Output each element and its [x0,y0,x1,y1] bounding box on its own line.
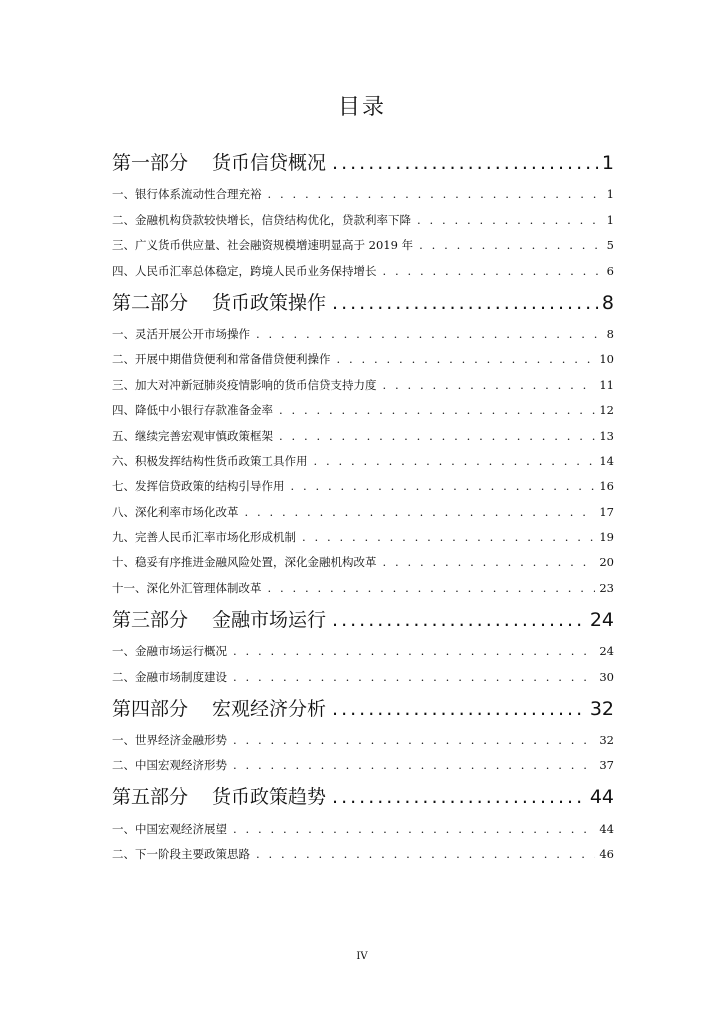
toc-section-label: 二、金融市场制度建设 [112,669,227,684]
toc-page-number: 24 [589,608,614,631]
toc-section[interactable] [112,345,614,370]
toc-page-number: 6 [606,263,614,278]
toc-page-number: 17 [599,504,614,519]
dot-leader [268,186,603,202]
toc-section[interactable] [112,421,614,446]
toc-section[interactable] [112,840,614,865]
toc-section[interactable] [112,497,614,522]
toc-section-label: 四、人民币汇率总体稳定，跨境人民币业务保持增长 [112,263,377,278]
toc-part-number: 第二部分 [112,291,189,314]
dot-leader [332,150,598,176]
dot-leader [233,643,595,659]
toc-part-number: 第五部分 [112,786,189,809]
toc-page-number: 5 [606,238,614,253]
toc-page-number: 24 [599,644,614,659]
dot-leader [256,326,603,342]
dot-leader [279,428,595,444]
toc-page-number: 32 [589,697,614,720]
toc-part-label [112,150,326,176]
toc-part-label [112,696,326,722]
toc-section-label: 二、下一阶段主要政策思路 [112,847,250,862]
dot-leader [233,757,595,773]
toc-section-label: 五、继续完善宏观审慎政策框架 [112,428,273,443]
toc-section[interactable] [112,396,614,421]
toc-page-number: 1 [606,212,614,227]
dot-leader [419,237,603,253]
dot-leader [233,821,595,837]
toc-section-label: 十一、深化外汇管理体制改革 [112,580,262,595]
toc-page-number: 37 [599,758,614,773]
toc-section[interactable] [112,447,614,472]
toc-page-number: 44 [599,821,614,836]
toc-part-number: 第三部分 [112,608,189,631]
toc-page-number: 44 [589,786,614,809]
dot-leader [383,263,603,279]
toc-page-number: 10 [599,352,614,367]
dot-leader [332,696,586,722]
dot-leader [332,607,586,633]
toc-part-title: 货币信贷概况 [212,152,327,174]
toc-part-5[interactable] [112,776,614,814]
dot-leader [337,351,596,367]
toc-section[interactable] [112,751,614,776]
dot-leader [291,478,596,494]
toc-section[interactable] [112,256,614,281]
toc-section[interactable] [112,637,614,662]
toc-part-4[interactable] [112,688,614,726]
dot-leader [256,846,595,862]
toc-section[interactable] [112,180,614,205]
toc-part-3[interactable] [112,599,614,637]
toc-part-title: 货币政策操作 [212,291,327,314]
dot-leader [383,377,596,393]
toc-section-label: 九、完善人民币汇率市场化形成机制 [112,530,296,545]
toc-section[interactable] [112,726,614,751]
dot-leader [245,504,596,520]
toc-section-label: 一、世界经济金融形势 [112,733,227,748]
toc-page-number: 13 [599,428,614,443]
toc-page-number: 19 [599,530,614,545]
toc-section[interactable] [112,662,614,687]
toc-part-label [112,290,326,316]
toc-part-number: 第四部分 [112,697,189,720]
toc-section-label: 一、灵活开展公开市场操作 [112,326,250,341]
dot-leader [279,402,595,418]
dot-leader [233,669,595,685]
toc-section-label: 六、积极发挥结构性货币政策工具作用 [112,453,308,468]
toc-page-number: 30 [599,669,614,684]
toc-section-label: 二、金融机构贷款较快增长，信贷结构优化，贷款利率下降 [112,212,411,227]
toc-page-number: 1 [606,187,614,202]
dot-leader [233,732,595,748]
toc-section[interactable] [112,205,614,230]
toc-section[interactable] [112,573,614,598]
table-of-contents [112,142,614,865]
toc-section[interactable] [112,370,614,395]
toc-page-number: 23 [599,580,614,595]
toc-section-label: 三、加大对冲新冠肺炎疫情影响的货币信贷支持力度 [112,377,377,392]
toc-section[interactable] [112,472,614,497]
toc-page-number: 20 [599,555,614,570]
dot-leader [332,784,586,810]
toc-section[interactable] [112,814,614,839]
toc-part-number: 第一部分 [112,152,189,174]
toc-part-title: 货币政策趋势 [212,786,327,809]
toc-section-label: 十、稳妥有序推进金融风险处置，深化金融机构改革 [112,555,377,570]
toc-section-label: 一、银行体系流动性合理充裕 [112,187,262,202]
toc-section[interactable] [112,320,614,345]
toc-section-label: 二、开展中期借贷便利和常备借贷便利操作 [112,352,331,367]
toc-part-title: 宏观经济分析 [212,697,327,720]
toc-section[interactable] [112,523,614,548]
toc-page-number: 8 [606,326,614,341]
page-footer-number: IV [356,951,368,962]
toc-part-label [112,784,326,810]
toc-section-label: 三、广义货币供应量、社会融资规模增速明显高于 2019 年 [112,238,414,253]
dot-leader [383,554,596,570]
dot-leader [302,529,595,545]
toc-page-number: 11 [599,377,614,392]
toc-page-number: 12 [599,403,614,418]
page-title: 目录 [337,95,386,120]
toc-section-label: 七、发挥信贷政策的结构引导作用 [112,479,285,494]
toc-section-label: 四、降低中小银行存款准备金率 [112,403,273,418]
toc-section-label: 二、中国宏观经济形势 [112,758,227,773]
toc-section[interactable] [112,231,614,256]
toc-section[interactable] [112,548,614,573]
toc-page-number: 46 [599,847,614,862]
toc-section-label: 一、中国宏观经济展望 [112,821,227,836]
toc-page-number: 32 [599,733,614,748]
toc-section-label: 八、深化利率市场化改革 [112,504,239,519]
toc-page-number: 16 [599,479,614,494]
toc-part-2[interactable] [112,282,614,320]
toc-page-number: 14 [599,453,614,468]
toc-section-label: 一、金融市场运行概况 [112,644,227,659]
toc-part-title: 金融市场运行 [212,608,327,631]
toc-part-1[interactable] [112,142,614,180]
dot-leader [417,212,603,228]
dot-leader [268,580,596,596]
dot-leader [314,453,596,469]
dot-leader [332,290,598,316]
toc-part-label [112,607,326,633]
toc-page-number: 8 [601,291,614,314]
toc-page-number: 1 [601,152,614,174]
